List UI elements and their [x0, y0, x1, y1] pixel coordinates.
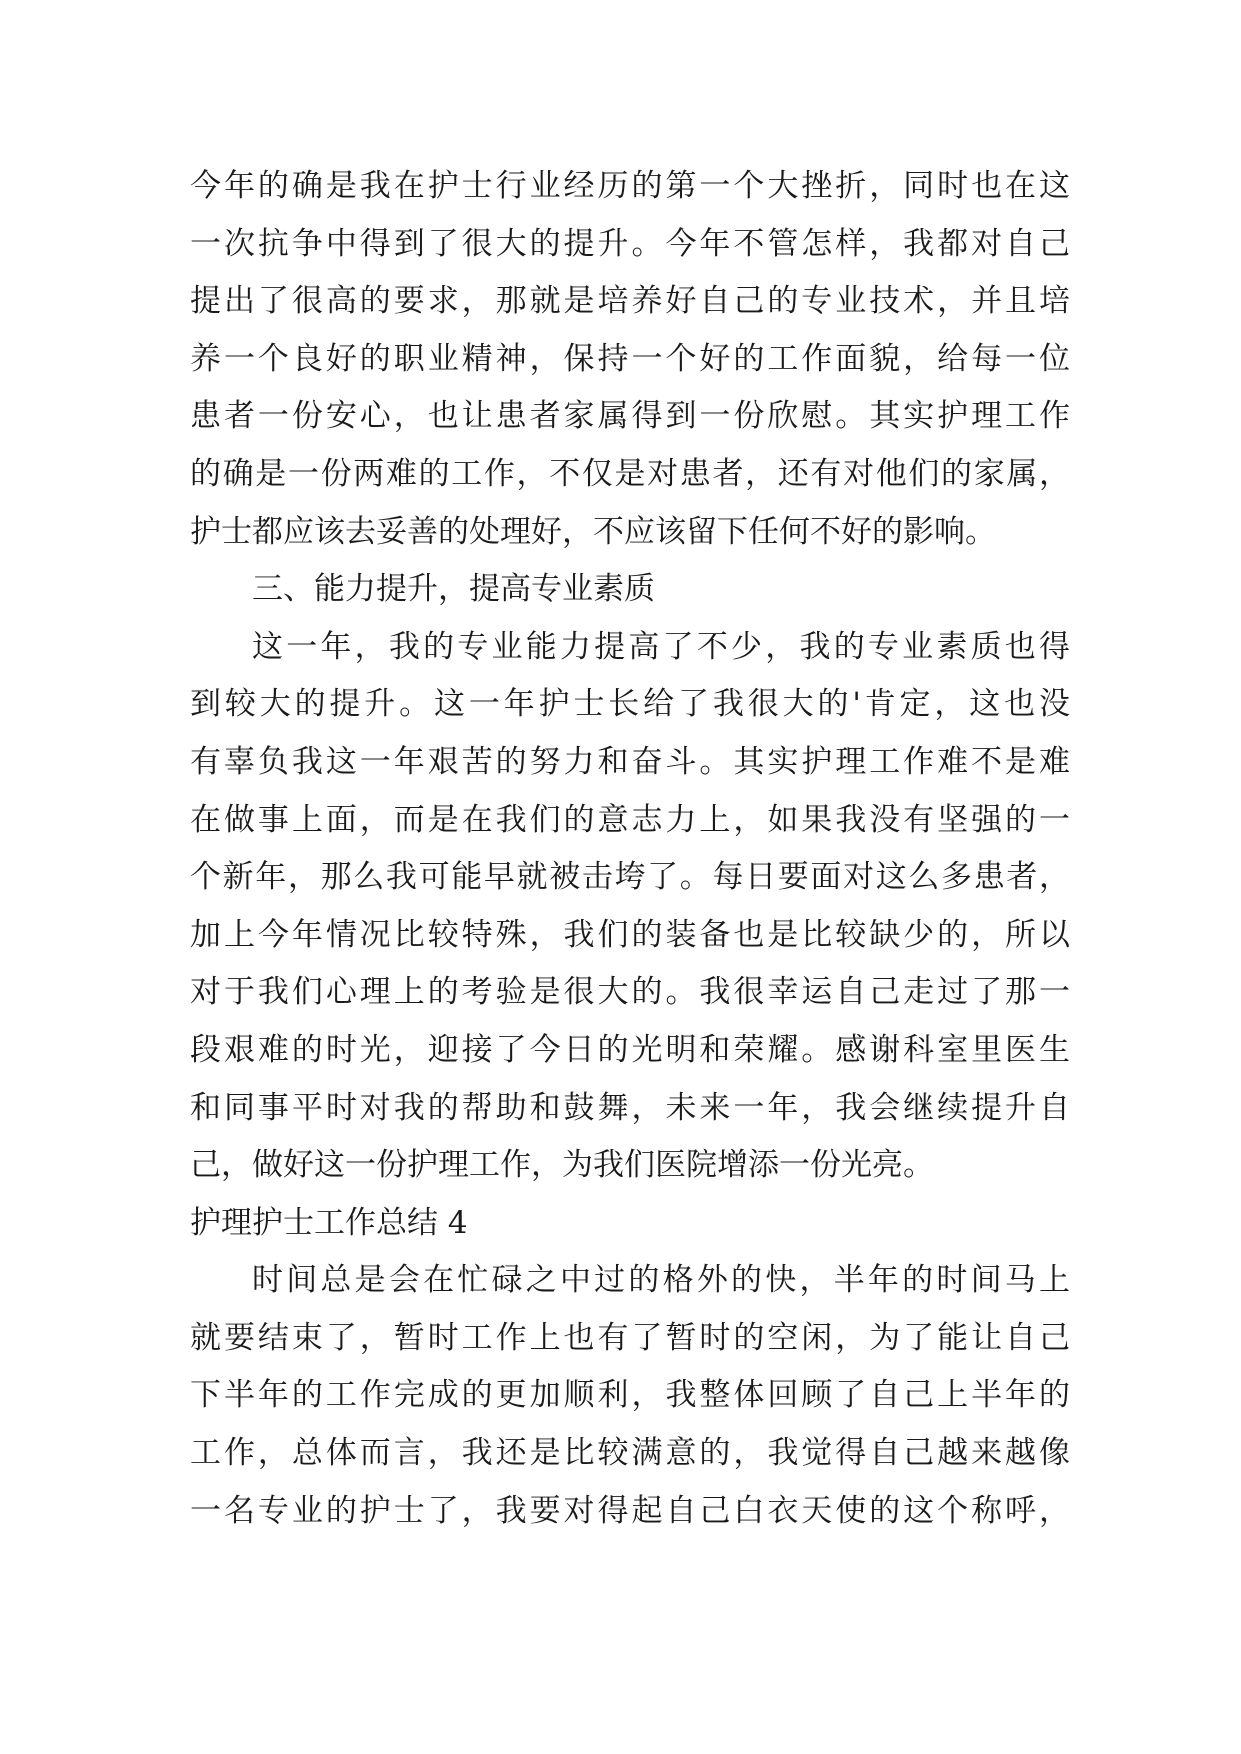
text-line: 提出了很高的要求，那就是培养好自己的专业技术，并且培 [190, 283, 1070, 320]
paragraph-ability-improvement [190, 619, 1070, 1195]
subheading-text: 三、能力提升，提高专业素质 [252, 571, 655, 608]
text-line: 下半年的工作完成的更加顺利，我整体回顾了自己上半年的 [190, 1377, 1070, 1414]
text-line: 的确是一份两难的工作，不仅是对患者，还有对他们的家属， [190, 455, 1070, 492]
document-body [190, 158, 1070, 1540]
text-line: 养一个良好的职业精神，保持一个好的工作面貌，给每一位 [190, 340, 1070, 377]
text-line: 在做事上面，而是在我们的意志力上，如果我没有坚强的一 [190, 801, 1070, 838]
section-subheading [190, 561, 1070, 619]
text-line: 今年的确是我在护士行业经历的第一个大挫折，同时也在这 [190, 168, 1070, 204]
text-line: 一名专业的护士了，我要对得起自己白衣天使的这个称呼， [190, 1492, 1070, 1529]
text-line: 己，做好这一份护理工作，为我们医院增添一份光亮。 [190, 1147, 934, 1184]
paragraph-nursing-challenge [190, 158, 1070, 561]
section-title [190, 1195, 1070, 1253]
text-line: 这一年，我的专业能力提高了不少，我的专业素质也得 [252, 628, 1070, 665]
text-line: 工作，总体而言，我还是比较满意的，我觉得自己越来越像 [190, 1435, 1070, 1472]
text-line: 时间总是会在忙碌之中过的格外的快，半年的时间马上 [252, 1262, 1070, 1299]
text-line: 护士都应该去妥善的处理好，不应该留下任何不好的影响。 [190, 513, 996, 550]
section-title-text: 护理护士工作总结 4 [190, 1204, 468, 1241]
text-line: 到较大的提升。这一年护士长给了我很大的'肯定，这也没 [190, 686, 1070, 723]
text-line: 个新年，那么我可能早就被击垮了。每日要面对这么多患者， [190, 859, 1070, 896]
text-line: 一次抗争中得到了很大的提升。今年不管怎样，我都对自己 [190, 225, 1070, 262]
paragraph-half-year-review [190, 1252, 1070, 1540]
text-line: 和同事平时对我的帮助和鼓舞，未来一年，我会继续提升自 [190, 1089, 1070, 1126]
text-line: 对于我们心理上的考验是很大的。我很幸运自己走过了那一 [190, 974, 1070, 1011]
text-line: 患者一份安心，也让患者家属得到一份欣慰。其实护理工作 [190, 398, 1070, 435]
text-line: 加上今年情况比较特殊，我们的装备也是比较缺少的，所以 [190, 916, 1070, 953]
text-line: 就要结束了，暂时工作上也有了暂时的空闲，为了能让自己 [190, 1319, 1070, 1356]
text-line: 有辜负我这一年艰苦的努力和奋斗。其实护理工作难不是难 [190, 743, 1070, 780]
text-line: 段艰难的时光，迎接了今日的光明和荣耀。感谢科室里医生 [190, 1031, 1070, 1068]
